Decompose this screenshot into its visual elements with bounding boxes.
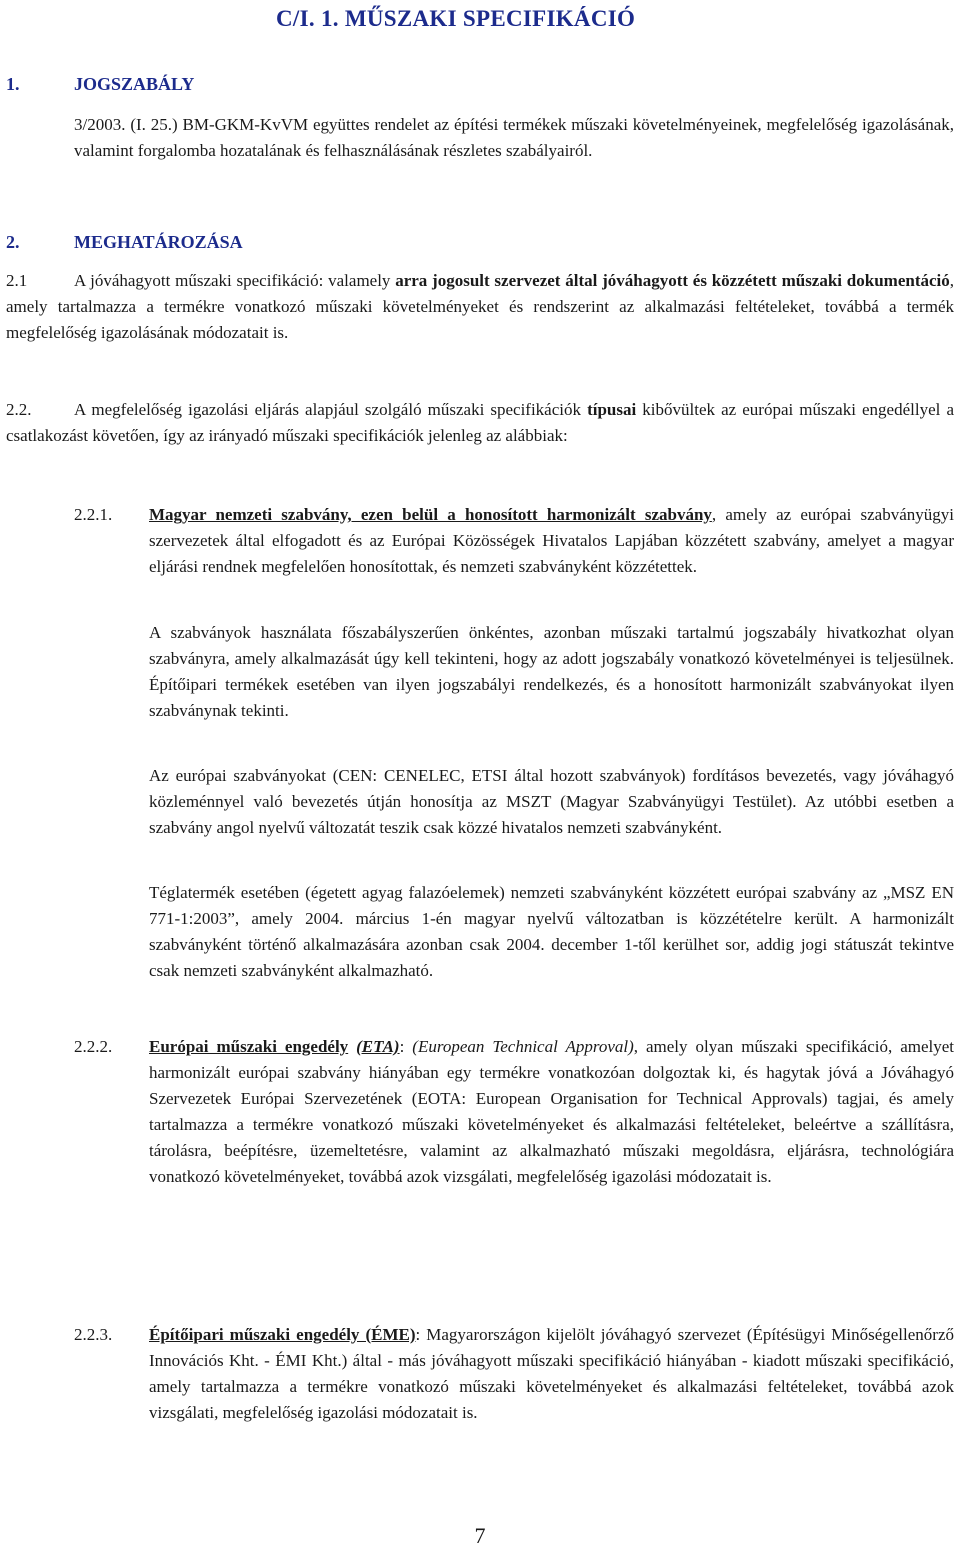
item-2-2-1-heading: Magyar nemzeti szabvány, ezen belül a honosított harmonizált szabvány — [149, 505, 712, 524]
paragraph-2-2 — [6, 397, 954, 449]
item-2-2-2-english: (European Technical Approval) — [412, 1037, 634, 1056]
item-2-2-2-number: 2.2.2. — [74, 1037, 113, 1056]
item-2-2-1-para-3: Az európai szabványokat (CEN: CENELEC, ETSI által hozott szabványok) fordításos bevezetés, vagy jóváhagyó közleménnyel való bevezetés útján honosítja az MSZT (Magyar Szabványügyi Testület). Az utóbbi esetben a szabvány angol nyelvű változatát teszik csak közzé hivatalos nemzeti szabványként. — [149, 766, 954, 837]
item-2-2-1-para-2: A szabványok használata főszabályszerűen önkéntes, azonban műszaki tartalmú jogszabály hivatkozhat olyan szabványra, amely alkalmazását úgy kell tekinteni, hogy az adott jogszabály vonatkozó követelményei is teljesülnek. Építőipari termékek esetében van ilyen jogszabályi rendelkezés, és a honosított harmonizált szabványokat ilyen szabványnak tekinti. — [149, 623, 954, 720]
paragraph-2-1 — [6, 268, 954, 346]
item-2-2-3-text — [149, 1322, 954, 1426]
item-2-2-1-text — [149, 502, 954, 580]
item-2-2-3-heading: Építőipari műszaki engedély (ÉME) — [149, 1325, 416, 1344]
item-2-2-1-number: 2.2.1. — [74, 505, 113, 524]
item-2-2-2-body: , amely olyan műszaki specifikáció, amelyet harmonizált európai szabvány hiányában egy termékre vonatkozóan dolgoztak ki, és hagytak jóvá a Jóváhagyó Szervezetek Európai Szervezetének (EOTA: European Organisation for Technical Approvals) tagjai, és amely tartalmazza a termékre vonatkozó műszaki követelményeket és alkalmazási feltételeket, beleértve a szállításra, tárolásra, beépítésre, üzemeltetésre, valamint az alkalmazható műszaki megoldásra, eljárásra, technológiára vonatkozó követelményeket, továbbá azok vizsgálati, megfelelőség igazolási módozatait is. — [149, 1037, 954, 1186]
paragraph-2-1-bold: arra jogosult szervezet által jóváhagyott és közzétett műszaki dokumentáció — [395, 271, 950, 290]
item-2-2-2-text — [149, 1034, 954, 1190]
section-1-heading — [6, 71, 194, 97]
item-2-2-3-number: 2.2.3. — [74, 1325, 113, 1344]
paragraph-2-1-text-b: , amely tartalmazza a termékre vonatkozó műszaki követelményeket és rendszerint az alkalmazási feltételeket, továbbá a termék megfelelőség igazolásának módozatait is. — [6, 271, 954, 342]
item-2-2-3-body: : Magyarországon kijelölt jóváhagyó szervezet (Építésügyi Minőségellenőrző Innovációs Kht. - ÉMI Kht.) által - más jóváhagyott műszaki specifikáció hiányában - kiadott műszaki specifikáció, amely tartalmazza a termékre vonatkozó műszaki követelményeket és alkalmazási feltételeket, továbbá azok vizsgálati, megfelelőség igazolási módozatait is. — [149, 1325, 954, 1422]
item-2-2-2-colon: : — [399, 1037, 413, 1056]
section-2-title: MEGHATÁROZÁSA — [74, 232, 243, 252]
section-2-number: 2. — [6, 232, 20, 252]
section-1-number: 1. — [6, 74, 20, 94]
section-1-title: JOGSZABÁLY — [74, 74, 195, 94]
item-2-2-1-para-4: Téglatermék esetében (égetett agyag falazóelemek) nemzeti szabványként közzétett európai szabvány az „MSZ EN 771-1:2003”, amely 2004. március 1-én magyar nyelvű változatban is közzétételre került. A harmonizált szabványként történő alkalmazására azonban csak 2004. december 1-től kerülhet sor, addig jogi státuszát tekintve csak nemzeti szabványként alkalmazható. — [149, 883, 954, 980]
paragraph-2-2-text-a: A megfelelőség igazolási eljárás alapjául szolgáló műszaki specifikációk — [74, 400, 588, 419]
paragraph-2-1-text-a: A jóváhagyott műszaki specifikáció: valamely — [74, 271, 396, 290]
item-2-2-2-space — [348, 1037, 356, 1056]
item-2-2-2-heading: Európai műszaki engedély — [149, 1037, 349, 1056]
paragraph-2-2-text-b: kibővültek az európai műszaki engedéllyel a csatlakozást követően, így az irányadó műszaki specifikációk jelenleg az alábbiak: — [6, 400, 954, 445]
item-2-2-1-body: , amely az európai szabványügyi szervezetek által elfogadott és az Európai Közösségek Hivatalos Lapjában közzétett szabvány, amelyet a magyar eljárási rendnek megfelelően honosítottak, és nemzeti szabványként közzétettek. — [149, 505, 954, 576]
section-2-heading — [6, 229, 243, 255]
item-2-2-2-abbrev: (ETA) — [356, 1037, 400, 1056]
paragraph-2-2-bold: típusai — [587, 400, 637, 419]
section-1-text: 3/2003. (I. 25.) BM-GKM-KvVM együttes rendelet az építési termékek műszaki követelményeinek, megfelelőség igazolásának, valamint forgalomba hozatalának és felhasználásának részletes szabályairól. — [74, 115, 954, 160]
paragraph-2-1-number: 2.1 — [6, 271, 28, 290]
paragraph-2-2-number: 2.2. — [6, 400, 32, 419]
page-number: 7 — [474, 1523, 486, 1548]
page-title: C/I. 1. MŰSZAKI SPECIFIKÁCIÓ — [276, 6, 636, 31]
